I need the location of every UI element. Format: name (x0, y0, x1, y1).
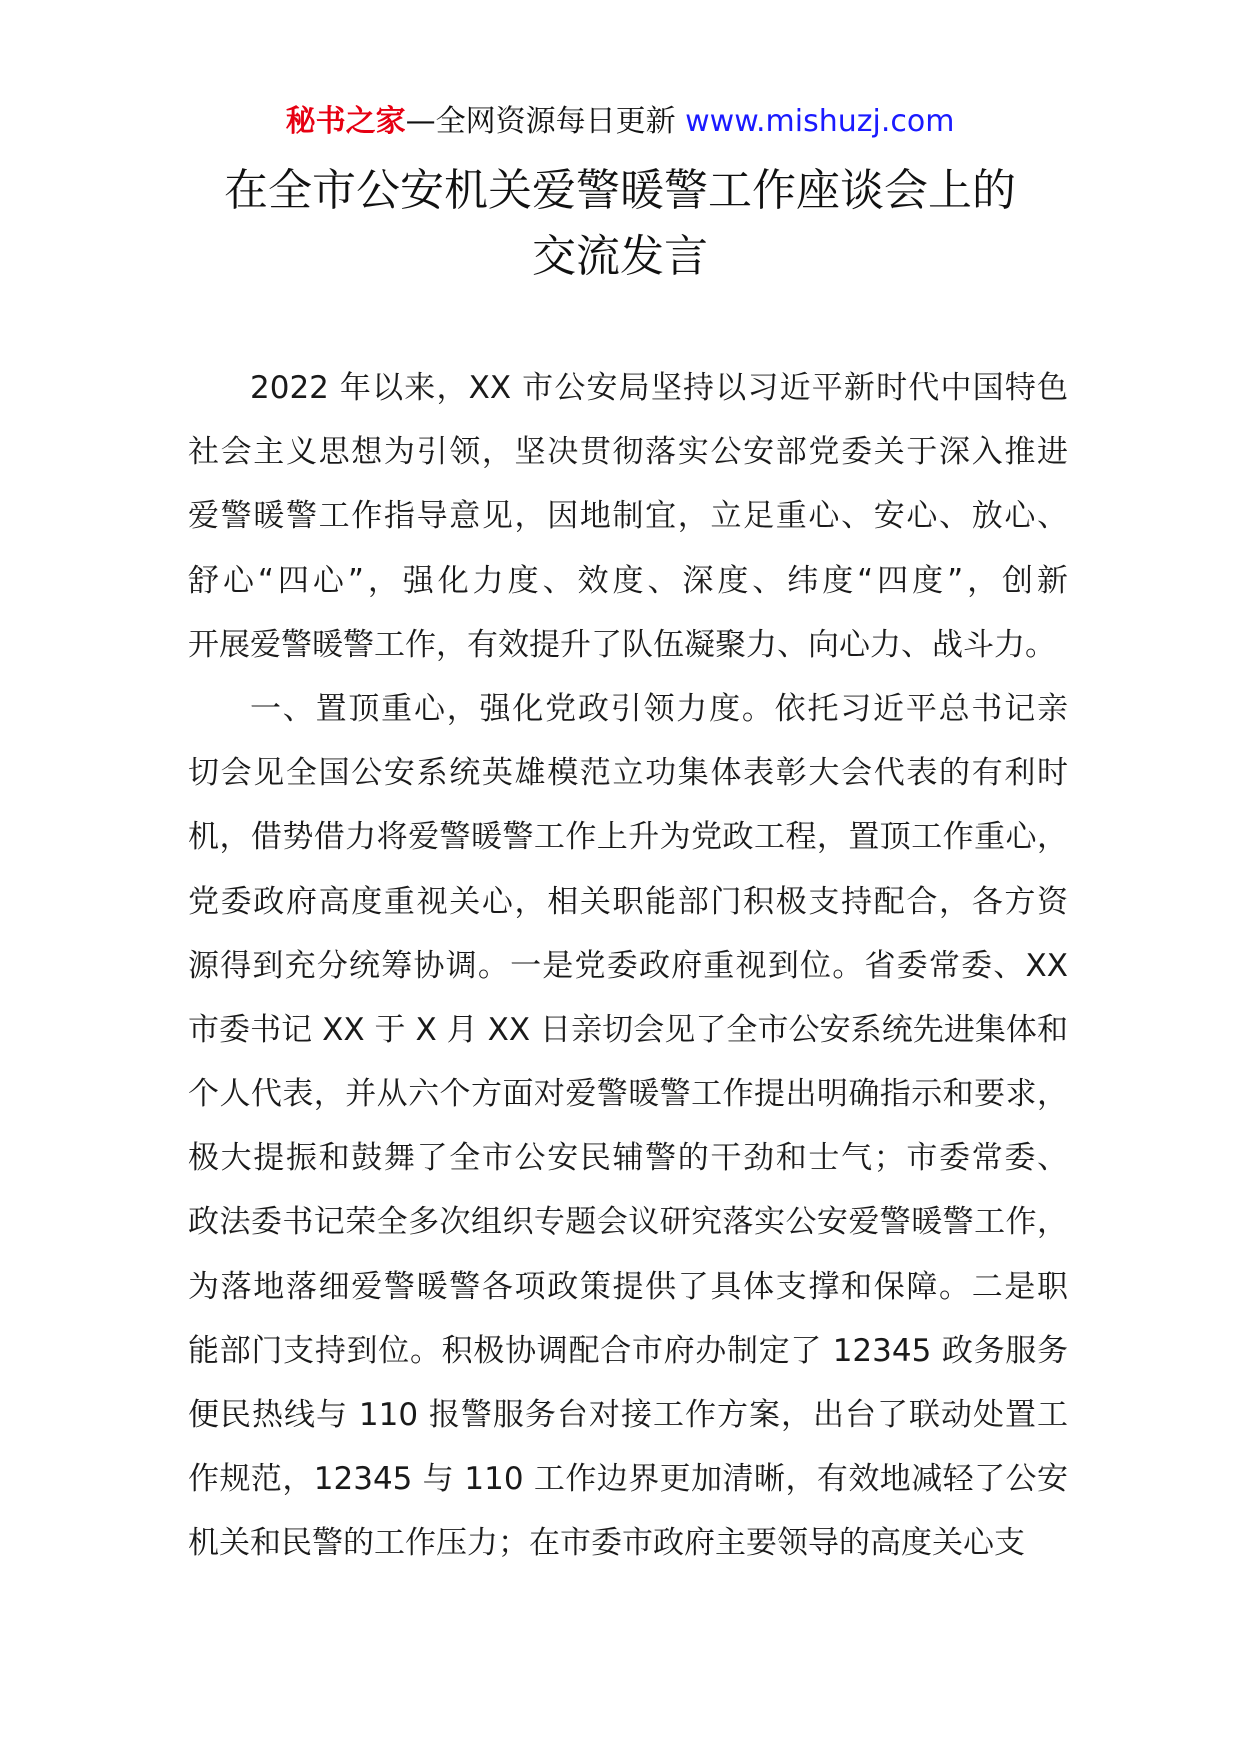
watermark-header (0, 100, 1240, 144)
title-line-1: 在全市公安机关爱警暖警工作座谈会上的 (224, 165, 1016, 216)
body-line: 个人代表，并从六个方面对爱警暖警工作提出明确指示和要求， (188, 1076, 1068, 1113)
body-line: 便民热线与 110 报警服务台对接工作方案，出台了联动处置工 (188, 1397, 1068, 1433)
body-line: 政法委书记荣全多次组织专题会议研究落实公安爱警暖警工作， (188, 1204, 1068, 1241)
body-line: 社会主义思想为引领，坚决贯彻落实公安部党委关于深入推进 (188, 434, 1068, 471)
document-body (188, 356, 1068, 1576)
title-line-2: 交流发言 (532, 231, 708, 282)
body-line: 源得到充分统筹协调。一是党委政府重视到位。省委常委、XX (188, 947, 1068, 984)
body-line: 机关和民警的工作压力；在市委市政府主要领导的高度关心支 (188, 1525, 1025, 1562)
site-brand: 秘书之家 (285, 104, 406, 139)
body-line: 党委政府高度重视关心，相关职能部门积极支持配合，各方资 (188, 883, 1068, 920)
body-line: 舒心“四心”，强化力度、效度、深度、纬度“四度”，创新 (188, 562, 1068, 599)
body-line: 2022 年以来，XX 市公安局坚持以习近平新时代中国特色 (250, 370, 1068, 406)
body-line: 机，借势借力将爱警暖警工作上升为党政工程，置顶工作重心， (188, 819, 1068, 856)
body-line: 市委书记 XX 于 X 月 XX 日亲切会见了全市公安系统先进集体和 (188, 1011, 1068, 1048)
body-line: 作规范，12345 与 110 工作边界更加清晰，有效地减轻了公安 (188, 1461, 1068, 1498)
body-line: 为落地落细爱警暖警各项政策提供了具体支撑和保障。二是职 (188, 1268, 1068, 1305)
body-line: 极大提振和鼓舞了全市公安民辅警的干劲和士气；市委常委、 (188, 1140, 1068, 1177)
body-line: 能部门支持到位。积极协调配合市府办制定了 12345 政务服务 (188, 1332, 1068, 1369)
site-tagline: —全网资源每日更新 (405, 104, 686, 139)
document-title (0, 158, 1240, 290)
site-url-link[interactable]: www.mishuzj.com (685, 104, 955, 139)
body-line: 切会见全国公安系统英雄模范立功集体表彰大会代表的有利时 (188, 755, 1068, 792)
body-line: 爱警暖警工作指导意见，因地制宜，立足重心、安心、放心、 (188, 498, 1068, 535)
body-line: 一、置顶重心，强化党政引领力度。依托习近平总书记亲 (250, 690, 1068, 727)
body-line: 开展爱警暖警工作，有效提升了队伍凝聚力、向心力、战斗力。 (188, 626, 1056, 663)
